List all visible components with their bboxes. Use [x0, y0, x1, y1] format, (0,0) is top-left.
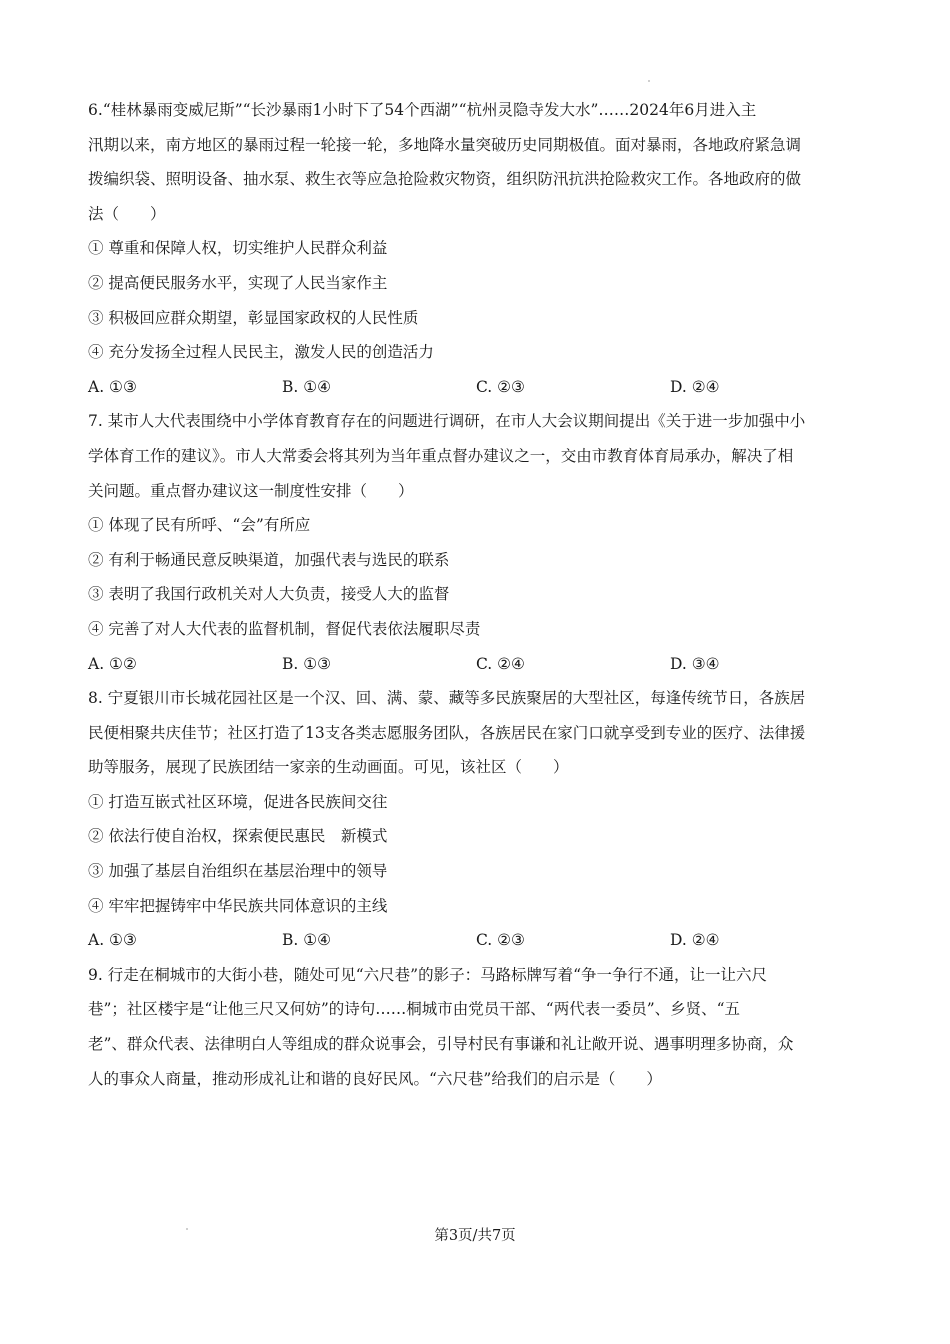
option-d: D. ②④	[670, 931, 720, 950]
statement: ③ 加强了基层自治组织在基层治理中的领导	[88, 862, 388, 881]
question-text-line: 人的事众人商量，推动形成礼让和谐的良好民风。“六尺巷”给我们的启示是（ ）	[88, 1069, 662, 1088]
question-text-line: 民便相聚共庆佳节；社区打造了13支各类志愿服务团队，各族居民在家门口就享受到专业的医疗、法律援	[88, 723, 806, 742]
statement: ③ 表明了我国行政机关对人大负责，接受人大的监督	[88, 585, 450, 604]
question-text-line: 9. 行走在桐城市的大街小巷，随处可见“六尺巷”的影子：马路标牌写着“争一争行不通，让一让六尺	[88, 965, 767, 984]
statement: ① 尊重和保障人权，切实维护人民群众利益	[88, 239, 388, 258]
statement: ① 打造互嵌式社区环境，促进各民族间交往	[88, 792, 388, 811]
question-7	[88, 404, 878, 681]
statement: ④ 牢牢把握铸牢中华民族共同体意识的主线	[88, 896, 388, 915]
option-c: C. ②③	[476, 377, 525, 396]
question-8	[88, 681, 878, 958]
statement: ③ 积极回应群众期望，彰显国家政权的人民性质	[88, 308, 419, 327]
question-text-line: 6.“桂林暴雨变威尼斯”“长沙暴雨1小时下了54个西湖”“杭州灵隐寺发大水”……2024年6月进入主	[88, 101, 757, 119]
statement: ① 体现了民有所呼、“会”有所应	[88, 516, 311, 535]
statement: ② 提高便民服务水平，实现了人民当家作主	[88, 273, 388, 292]
question-text-line: 学体育工作的建议》。市人大常委会将其列为当年重点督办建议之一，交由市教育体育局承办，解决了相	[88, 446, 794, 465]
page-footer	[0, 1226, 950, 1246]
question-9	[88, 958, 878, 1096]
option-a: A. ①③	[88, 377, 137, 396]
option-b: B. ①④	[282, 377, 332, 396]
statement: ② 有利于畅通民意反映渠道，加强代表与选民的联系	[88, 550, 450, 569]
question-text-line: 拨编织袋、照明设备、抽水泵、救生衣等应急抢险救灾物资，组织防汛抗洪抢险救灾工作。各地政府的做	[88, 170, 802, 189]
option-b: B. ①③	[282, 654, 332, 673]
answer-options	[88, 647, 878, 682]
answer-options	[88, 923, 878, 958]
question-text-line: 汛期以来，南方地区的暴雨过程一轮接一轮，多地降水量突破历史同期极值。面对暴雨，各地政府紧急调	[88, 135, 802, 154]
scan-speck	[648, 80, 650, 82]
question-text-line: 老”、群众代表、法律明白人等组成的群众说事会，引导村民有事谦和礼让敞开说、遇事明理多协商，众	[88, 1035, 794, 1054]
option-c: C. ②④	[476, 654, 525, 673]
answer-options	[88, 370, 878, 405]
statement: ④ 完善了对人大代表的监督机制，督促代表依法履职尽责	[88, 619, 481, 638]
page-number: 第3页/共7页	[434, 1228, 516, 1244]
question-text-line: 8. 宁夏银川市长城花园社区是一个汉、回、满、蒙、藏等多民族聚居的大型社区，每逢传统节日，各族居	[88, 689, 806, 708]
option-c: C. ②③	[476, 931, 525, 950]
question-text-line: 7. 某市人大代表围绕中小学体育教育存在的问题进行调研，在市人大会议期间提出《关于进一步加强中小	[88, 412, 806, 431]
question-6	[88, 93, 878, 404]
question-text-line: 关问题。重点督办建议这一制度性安排（ ）	[88, 481, 414, 500]
question-text-line: 法（ ）	[88, 204, 166, 223]
option-d: D. ②④	[670, 377, 720, 396]
statement: ② 依法行使自治权，探索便民惠民 新模式	[88, 827, 388, 846]
option-a: A. ①②	[88, 654, 137, 673]
statement: ④ 充分发扬全过程人民民主，激发人民的创造活力	[88, 343, 434, 362]
option-b: B. ①④	[282, 931, 332, 950]
question-text-line: 巷”；社区楼宇是“让他三尺又何妨”的诗句……桐城市由党员干部、“两代表一委员”、乡贤、“五	[88, 1000, 741, 1019]
question-list	[88, 93, 878, 1096]
question-text-line: 助等服务，展现了民族团结一家亲的生动画面。可见，该社区（ ）	[88, 758, 569, 777]
option-a: A. ①③	[88, 931, 137, 950]
option-d: D. ③④	[670, 654, 720, 673]
